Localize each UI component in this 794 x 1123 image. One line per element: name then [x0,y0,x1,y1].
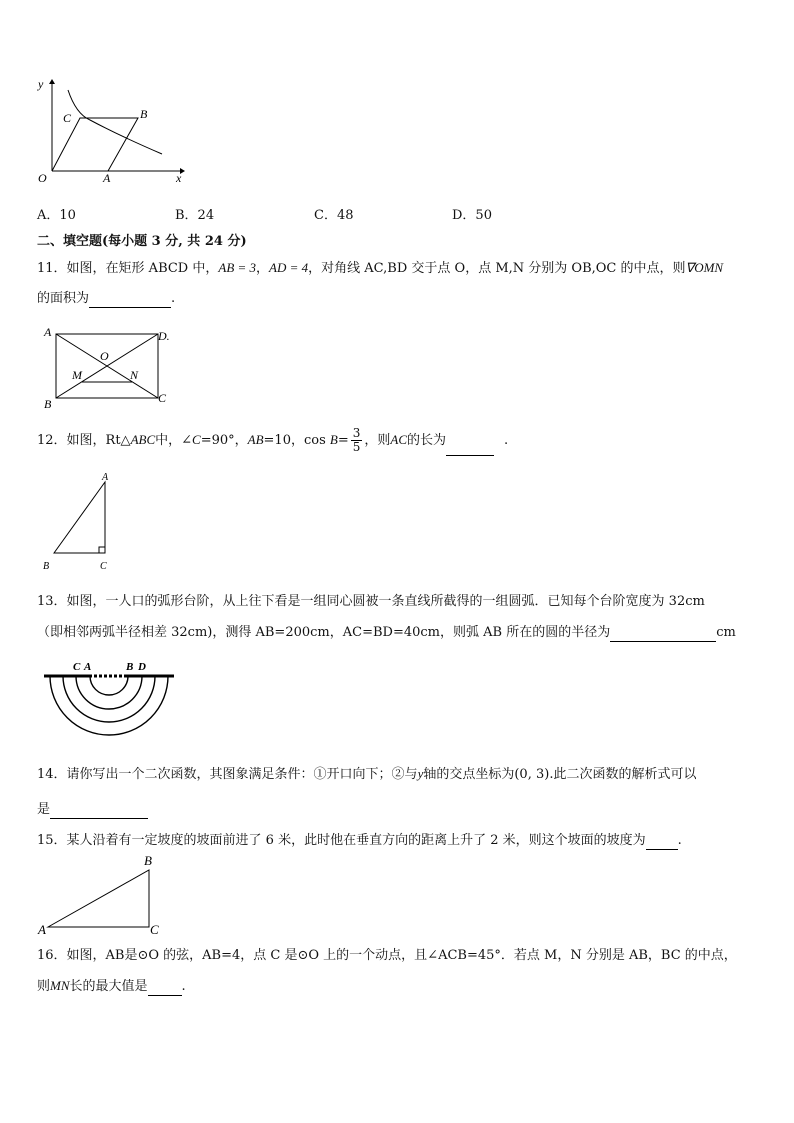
q14-line1 [37,765,696,784]
q15-label-A: A [38,922,46,937]
q11-label-N: N [130,368,139,382]
q11-label-C: C [158,391,167,405]
q12-math-c: C [192,432,201,447]
q11-math-omn: ∇OMN [685,260,724,275]
q12-frac-num: 3 [352,426,361,440]
q10-option-a: A．10 [37,208,76,223]
q12-math-abc: ABC [130,432,156,447]
q11-math-ab: AB = 3 [218,260,257,275]
q16-text-1: 如图，AB是⊙O 的弦，AB=4，点 C 是⊙O 上的一个动点，且∠ACB=45°．若点 M，N 分别是 AB，BC 的中点， [66,948,737,963]
q11-text-c: 的面积为 [37,291,90,306]
q13-label-A: A [84,661,92,673]
q14-text-b: 轴的交点坐标为 [423,767,515,782]
q10-option-b: B．24 [175,208,215,223]
q12-text-f: 的长为 [407,433,447,448]
q12-frac-den: 5 [352,440,361,454]
q10-label-A: A [103,171,111,185]
q12-label-A: A [102,472,109,483]
q14-text-c: .此二次函数的解析式可以 [549,767,697,782]
q11-label-M: M [72,368,82,382]
q11-math-ad: AD = 4 [269,260,309,275]
q10-label-O: O [38,171,47,185]
q10-option-d: D．50 [452,208,492,223]
q12-triangle-figure [40,470,120,575]
q15-slope-figure [36,852,176,937]
q13-unit: cm [716,625,736,640]
q13-text-2: （即相邻两弧半径相差 32cm)，测得 AB=200cm，AC=BD=40cm，则弧 AB 所在的圆的半径为 [37,625,611,640]
q11-sep: ， [256,261,270,276]
q11-line2 [37,290,175,308]
q11-answer-blank[interactable] [89,294,171,308]
q13-label-D: D [138,661,146,673]
q16-number: 16． [37,948,67,963]
q11-text-a: 如图，在矩形 ABCD 中， [66,261,219,276]
q10-coordinate-figure [30,76,190,186]
q16-math-mn: MN [50,978,70,993]
q11-label-O: O [100,349,109,363]
q16-end: . [181,979,186,994]
q11-line1 [37,259,723,278]
q15-text: 某人沿着有一定坡度的坡面前进了 6 米，此时他在垂直方向的距离上升了 2 米，则这个坡面的坡度为 [66,833,646,848]
q10-label-B: B [140,107,148,121]
q12-end: . [504,433,509,448]
q12-number: 12． [37,433,67,448]
q11-number: 11． [37,261,67,276]
q13-answer-blank[interactable] [610,628,716,642]
q11-end: . [171,291,176,306]
q16-answer-blank[interactable] [148,982,182,996]
q13-line1 [37,593,705,611]
q12-math-ab: AB [247,432,264,447]
q12-cos: cos [303,433,326,448]
q13-text-1: 如图，一人口的弧形台阶，从上往下看是一组同心圆被一条直线所截得的一组圆弧．已知每个台阶宽度为 32cm [66,594,705,609]
q12-text-a: 如图，Rt△ [66,433,131,448]
q11-text-b: ，对角线 AC,BD 交于点 O，点 M,N 分别为 OB,OC 的中点，则 [308,261,686,276]
section-heading: 二、填空题(每小题 3 分, 共 24 分) [37,234,247,249]
q12-math-b: B [329,432,338,447]
q10-option-c: C．48 [314,208,354,223]
q12-line [37,425,508,455]
q13-line2 [37,624,736,642]
q12-text-d: =10， [263,433,304,448]
q10-label-x: x [176,171,182,185]
q12-label-C: C [100,561,107,572]
q13-number: 13． [37,594,67,609]
q15-end: . [677,833,682,848]
q10-label-C: C [63,111,72,125]
q12-eq: = [337,433,349,448]
q14-number: 14． [37,767,67,782]
q12-text-c: =90°， [200,433,248,448]
q12-text-e: ，则 [364,433,391,448]
q14-math-y: y [417,766,424,781]
q13-label-C: C [73,661,81,673]
q15-number: 15． [37,833,67,848]
q12-label-B: B [43,561,50,572]
q16-line2 [37,977,186,996]
q15-label-B: B [144,853,152,868]
q12-answer-blank[interactable] [446,435,494,456]
q10-label-y: y [38,77,44,91]
q14-answer-blank[interactable] [50,805,148,819]
q11-label-A: A [44,325,52,339]
q14-line2 [37,801,148,819]
q12-fraction [351,427,363,454]
q15-answer-blank[interactable] [646,836,678,850]
q15-label-C: C [150,922,159,937]
q12-math-ac: AC [390,432,408,447]
q11-label-D: D. [158,329,170,343]
q14-text-a: 请你写出一个二次函数，其图象满足条件：①开口向下；②与 [66,767,418,782]
q14-text-2: 是 [37,802,51,817]
q14-coord: (0, 3) [514,767,550,782]
q11-rectangle-figure [38,322,178,412]
q12-text-b: 中，∠ [155,433,193,448]
q16-text-a: 则 [37,979,51,994]
q16-text-b: 长的最大值是 [69,979,148,994]
q15-line [37,832,682,850]
q13-label-B: B [126,661,134,673]
q13-steps-figure [40,658,180,738]
q11-label-B: B [44,397,52,411]
q16-line1 [37,947,737,965]
